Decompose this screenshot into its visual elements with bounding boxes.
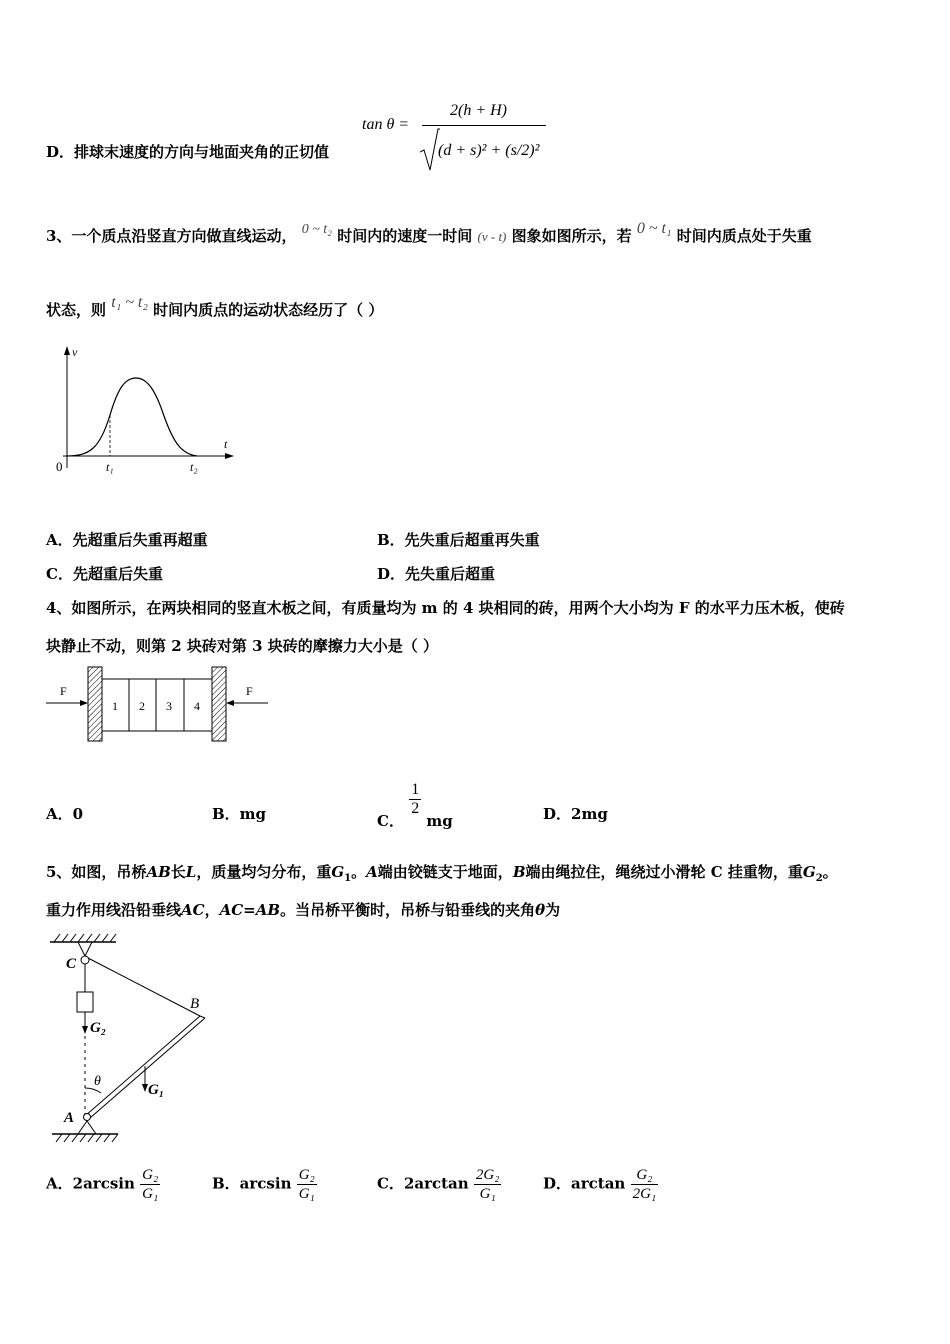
q5-option-c[interactable] bbox=[377, 1166, 501, 1203]
q5-g2: G bbox=[802, 863, 816, 881]
q3-math-1: 0 ~ t₂ bbox=[301, 222, 333, 237]
q5-b: B bbox=[512, 863, 526, 881]
q4-option-c-unit: mg bbox=[426, 811, 453, 830]
q5-line2-c: 。当吊桥平衡时，吊桥与铅垂线的夹角 bbox=[280, 901, 536, 919]
ceiling-hatch bbox=[54, 934, 116, 942]
q4-option-c-label: C． bbox=[377, 811, 404, 830]
vt-label-t: t bbox=[224, 437, 228, 451]
vt-graph bbox=[50, 340, 250, 480]
q5-line1 bbox=[46, 861, 838, 884]
label-theta: θ bbox=[94, 1074, 101, 1089]
q5-l: L bbox=[185, 863, 197, 881]
label-c: C bbox=[66, 956, 77, 972]
q3-option-b[interactable]: B．先失重后超重再失重 bbox=[377, 531, 540, 549]
q3-text-a: 3、一个质点沿竖直方向做直线运动， bbox=[46, 227, 297, 245]
pulley-c bbox=[81, 956, 89, 964]
q5-g1-sub: 1 bbox=[344, 873, 352, 884]
q5-option-d-label: D．arctan bbox=[543, 1174, 626, 1193]
q4-option-d[interactable]: D．2mg bbox=[543, 805, 608, 823]
brick-1-label: 1 bbox=[112, 699, 118, 713]
q3-option-d[interactable]: D．先失重后超重 bbox=[377, 565, 496, 583]
q5-line2-b: ， bbox=[204, 901, 220, 919]
q5-option-a-label: A．2arcsin bbox=[46, 1174, 135, 1193]
vt-curve bbox=[67, 378, 197, 456]
hinge-a bbox=[84, 1114, 91, 1121]
vt-label-t1: t₁ bbox=[106, 460, 114, 474]
q3-line1 bbox=[46, 220, 812, 246]
q4-line1: 4、如图所示，在两块相同的竖直木板之间，有质量均为 m 的 4 块相同的砖，用两个大小均为 F 的水平力压木板，使砖 bbox=[46, 599, 845, 617]
q5-text-c: ，质量均匀分布，重 bbox=[196, 863, 332, 881]
q5-ac-eq-ab: AC=AB bbox=[219, 901, 281, 919]
vt-label-v: v bbox=[72, 345, 78, 359]
formula-denominator: (d + s)² + (s/2)² bbox=[438, 142, 540, 159]
label-g2: G₂ bbox=[90, 1020, 107, 1036]
q4-option-c-fraction: $\frac{1}{2}$ bbox=[411, 781, 420, 817]
rope-cb bbox=[88, 958, 200, 1016]
vt-label-t2: t₂ bbox=[190, 460, 198, 474]
q3-line2 bbox=[46, 294, 384, 320]
prev-option-d: D．排球末速度的方向与地面夹角的正切值 bbox=[46, 143, 330, 161]
q5-text-g: 。 bbox=[822, 863, 838, 881]
q3-math-2: (v - t) bbox=[477, 229, 507, 244]
q3-line2-math: t₁ ~ t₂ bbox=[111, 294, 148, 311]
left-board bbox=[88, 667, 102, 741]
q5-theta: θ bbox=[535, 901, 546, 919]
q5-option-d[interactable] bbox=[543, 1166, 658, 1203]
q5-text-d: 。 bbox=[351, 863, 367, 881]
vt-axis-t-arrow bbox=[225, 453, 234, 459]
label-b: B bbox=[190, 996, 200, 1012]
q5-line2-a: 重力作用线沿铅垂线 bbox=[46, 901, 182, 919]
q5-text-b: 长 bbox=[170, 863, 186, 881]
vt-axis-v-arrow bbox=[64, 346, 70, 355]
q5-g2-sub: 2 bbox=[815, 873, 823, 884]
q5-ab: AB bbox=[146, 863, 171, 881]
q4-line2: 块静止不动，则第 2 块砖对第 3 块砖的摩擦力大小是（ ） bbox=[46, 637, 438, 655]
q3-text-d: 时间内质点处于失重 bbox=[676, 227, 812, 245]
q5-option-b-label: B．arcsin bbox=[212, 1174, 292, 1193]
q5-line2-d: 为 bbox=[545, 901, 561, 919]
weight-g2 bbox=[77, 992, 93, 1012]
q5-text-f: 端由绳拉住，绳绕过小滑轮 C 挂重物，重 bbox=[525, 863, 803, 881]
q5-option-d-fraction: $\frac{\text{G₂}}{\text{2G₁}}$ bbox=[632, 1167, 657, 1202]
brick-4-label: 4 bbox=[194, 699, 200, 713]
q4-option-a[interactable]: A．0 bbox=[46, 805, 84, 823]
q5-option-c-label: C．2arctan bbox=[377, 1174, 469, 1193]
force-left-label: F bbox=[60, 684, 67, 698]
formula-numerator: 2(h + H) bbox=[450, 102, 508, 119]
q5-g1: G bbox=[331, 863, 345, 881]
q5-text-e: 端由铰链支于地面， bbox=[377, 863, 513, 881]
q3-line2-a: 状态，则 bbox=[46, 301, 107, 319]
formula-lhs: tan θ = bbox=[362, 116, 410, 133]
q5-option-b[interactable] bbox=[212, 1166, 317, 1203]
vt-label-origin: 0 bbox=[56, 459, 63, 474]
formula-fraction-bar bbox=[422, 125, 546, 126]
label-g1: G₁ bbox=[148, 1082, 165, 1098]
q5-option-a-fraction: $\frac{\text{G₂}}{\text{G₁}}$ bbox=[142, 1167, 159, 1202]
drawbridge-figure bbox=[40, 928, 220, 1153]
q5-text-a: 5、如图，吊桥 bbox=[46, 863, 147, 881]
q3-text-c: 图象如图所示，若 bbox=[511, 227, 632, 245]
brick-2-label: 2 bbox=[139, 699, 145, 713]
q5-option-b-fraction: $\frac{\text{G₂}}{\text{G₁}}$ bbox=[298, 1167, 315, 1202]
formula-sqrt-sign bbox=[420, 126, 440, 172]
q5-a: A bbox=[366, 863, 378, 881]
brick-3-label: 3 bbox=[166, 699, 172, 713]
bricks-figure bbox=[44, 665, 274, 745]
q3-math-3: 0 ~ t₁ bbox=[636, 220, 672, 237]
q4-option-c[interactable] bbox=[377, 775, 453, 830]
q3-option-a[interactable]: A．先超重后失重再超重 bbox=[46, 531, 208, 549]
q4-option-b[interactable]: B．mg bbox=[212, 805, 267, 823]
q5-line2 bbox=[46, 899, 560, 920]
q5-option-a[interactable] bbox=[46, 1166, 160, 1203]
q3-line2-b: 时间内质点的运动状态经历了（ ） bbox=[153, 301, 384, 319]
ground-hatch bbox=[56, 1134, 118, 1142]
right-board bbox=[212, 667, 226, 741]
q3-text-b: 时间内的速度一时间 bbox=[337, 227, 473, 245]
q5-option-c-fraction: $\frac{\text{2G₂}}{\text{G₁}}$ bbox=[475, 1167, 500, 1202]
label-a: A bbox=[64, 1110, 75, 1126]
force-right-label: F bbox=[246, 684, 253, 698]
q3-option-c[interactable]: C．先超重后失重 bbox=[46, 565, 163, 583]
q5-ac: AC bbox=[181, 901, 205, 919]
